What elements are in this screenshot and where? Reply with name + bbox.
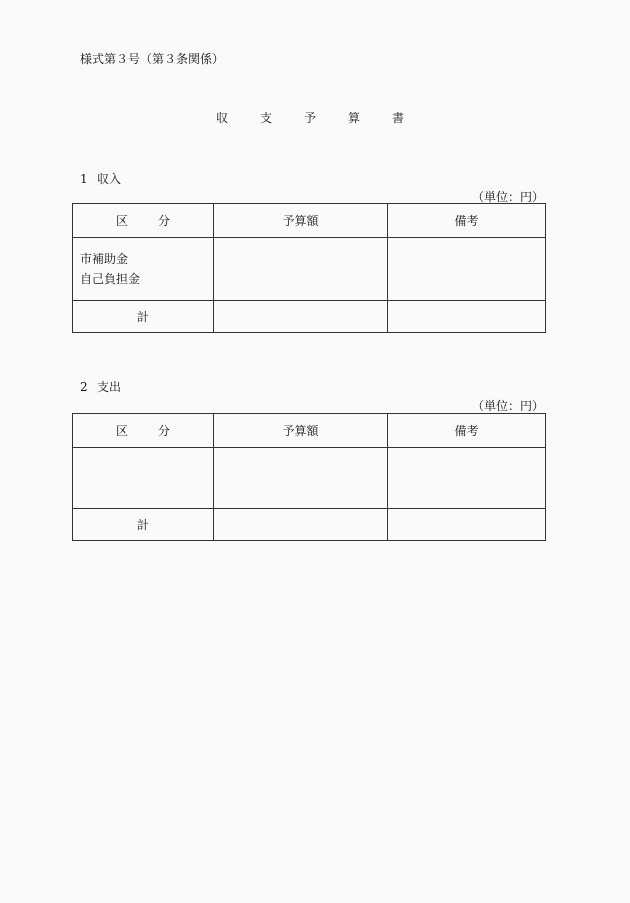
expense-section-number: 2 [80, 380, 88, 394]
income-total-row [73, 301, 546, 333]
expense-total-remarks [388, 509, 546, 541]
income-header-category-a: 区 [115, 214, 128, 228]
income-section-number: 1 [80, 172, 88, 186]
income-section-title: 収入 [97, 172, 122, 186]
expense-heading [80, 378, 121, 395]
income-header-amount: 予算額 [214, 204, 388, 238]
expense-total-row [73, 509, 546, 541]
expense-body-row [73, 448, 546, 509]
income-header-row [73, 204, 546, 238]
expense-header-amount: 予算額 [214, 414, 388, 448]
expense-total-amount [214, 509, 388, 541]
expense-header-category-a: 区 [115, 424, 128, 438]
income-unit-label: （単位：円） [471, 190, 544, 204]
expense-amount-cell [214, 448, 388, 509]
income-table [72, 203, 546, 333]
expense-header-remarks: 備考 [388, 414, 546, 448]
expense-header-category-b: 分 [158, 424, 171, 438]
income-body-row [73, 238, 546, 301]
expense-unit-label: （単位：円） [471, 399, 544, 413]
income-header-category-b: 分 [158, 214, 171, 228]
income-total-remarks [388, 301, 546, 333]
income-header-category [73, 204, 214, 238]
income-remarks-cell [388, 238, 546, 301]
income-items-cell [73, 238, 214, 301]
document-title: 収 支 予 算 書 [215, 111, 414, 125]
expense-header-row [73, 414, 546, 448]
income-item: 市補助金 [80, 252, 129, 266]
expense-table [72, 413, 546, 541]
income-total-label: 計 [73, 301, 214, 333]
expense-remarks-cell [388, 448, 546, 509]
expense-header-category [73, 414, 214, 448]
expense-items-cell [73, 448, 214, 509]
income-total-amount [214, 301, 388, 333]
income-heading [80, 170, 121, 187]
income-amount-cell [214, 238, 388, 301]
income-item: 自己負担金 [80, 272, 141, 286]
expense-section-title: 支出 [97, 380, 122, 394]
expense-total-label: 計 [73, 509, 214, 541]
form-number: 様式第３号（第３条関係） [80, 52, 225, 66]
income-header-remarks: 備考 [388, 204, 546, 238]
